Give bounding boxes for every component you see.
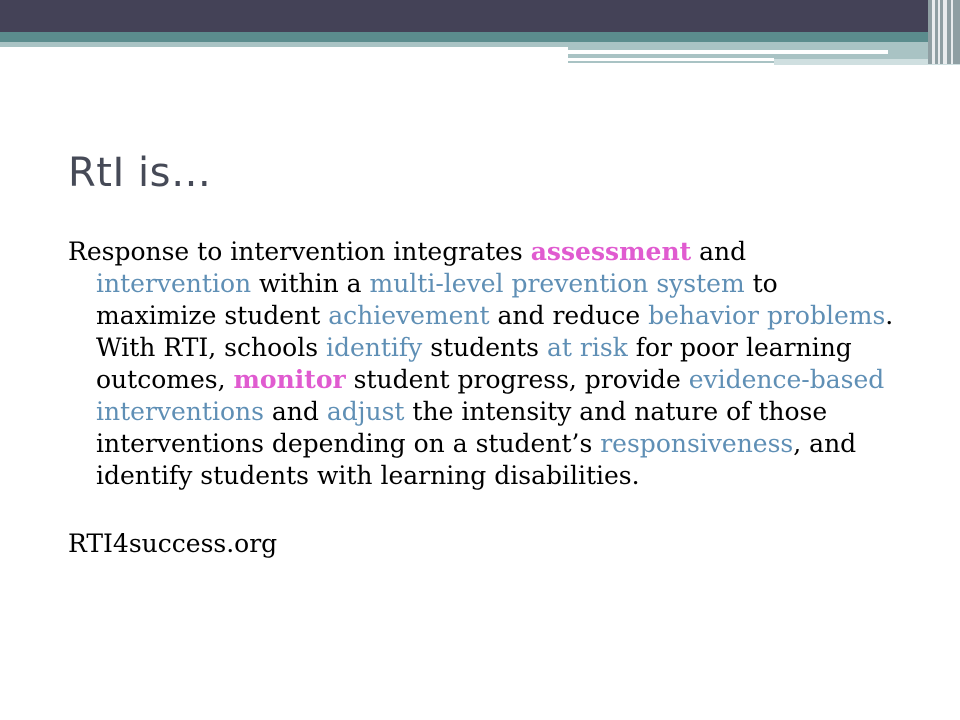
keyword-blue: adjust [326,397,405,426]
body-text: students [422,333,547,362]
header-corner-bars [928,0,960,64]
body-text: and [263,397,327,426]
keyword-blue: intervention [96,269,252,298]
body-text: and [691,237,747,266]
keyword-pink: assessment [530,237,692,266]
keyword-blue: at risk [546,333,628,362]
header-band-step-line [568,50,888,54]
keyword-blue: responsiveness [600,429,794,458]
header-band-step-line-2 [568,58,774,61]
keyword-blue: behavior problems [648,301,886,330]
body-text: to maximize student [96,269,778,330]
keyword-pink: monitor [233,365,346,394]
keyword-blue: evidence-based interventions [96,365,885,426]
body-text: , and identify students with learning disabilities. [96,429,857,490]
keyword-blue: identify [325,333,423,362]
keyword-blue: multi-level prevention system [369,269,745,298]
slide-title: RtI is… [68,150,212,196]
body-text: for poor learning outcomes, [96,333,852,394]
body-text: student progress, provide [345,365,689,394]
body-text: within a [251,269,370,298]
body-paragraph [68,236,898,492]
body-text: and reduce [489,301,649,330]
header-band-dark [0,0,960,32]
slide-body [68,236,898,560]
keyword-blue: achievement [328,301,490,330]
body-text: . With RTI, schools [96,301,894,362]
source-citation: RTI4success.org [68,529,278,558]
body-text: Response to intervention integrates [68,237,531,266]
header-band-teal [0,32,960,42]
body-text: the intensity and nature of those interventions depending on a student’s [96,397,828,458]
